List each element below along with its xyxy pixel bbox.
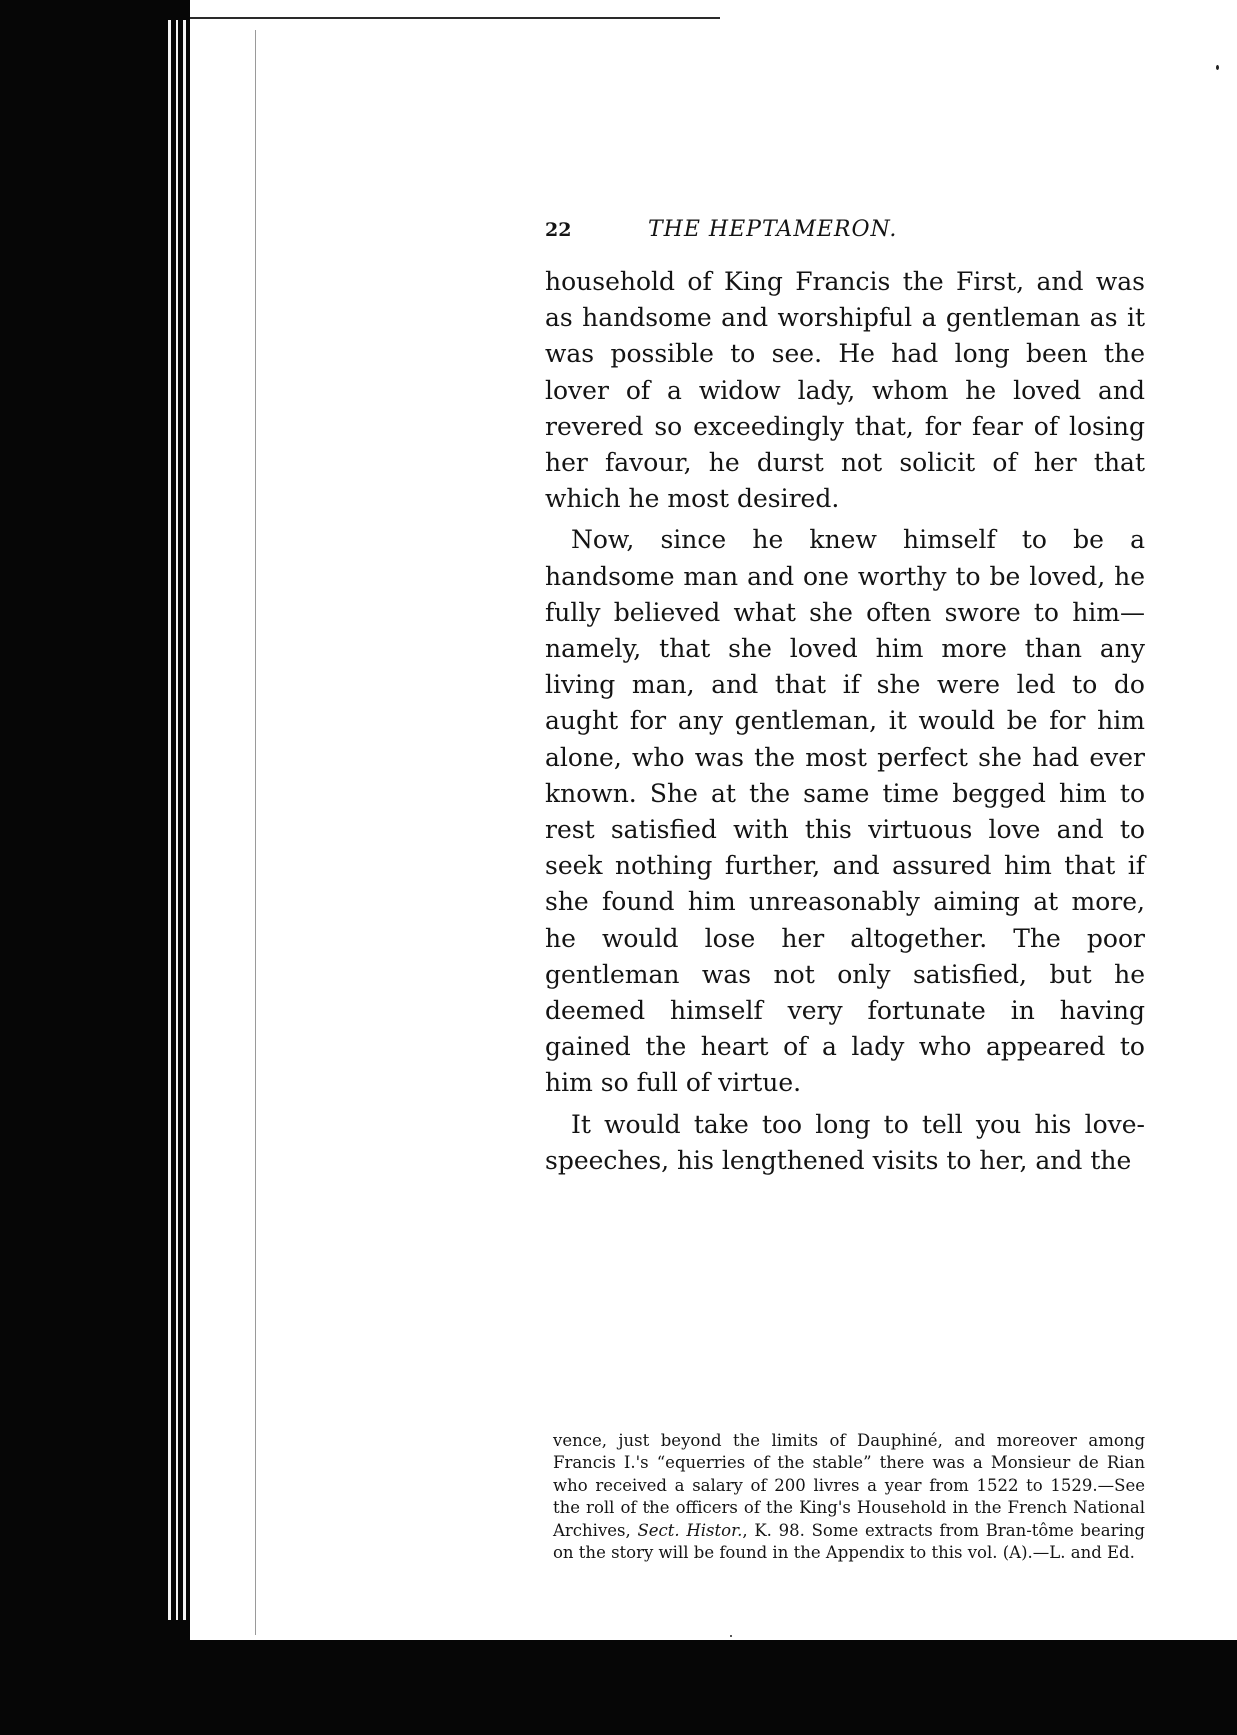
scan-bottom-shadow [190, 1640, 1237, 1735]
footnote-text: vence, just beyond the limits of Dauphiné, and moreover among Francis I.'s “equerries of the stable” there was a Monsieur de Rian who received a salary of 200 livres a year from 1522 to 1529.—See the roll of the officers of the King's Household in the French National Archives, [553, 1431, 1145, 1540]
gutter-rule [255, 30, 256, 1635]
paragraph: Now, since he knew himself to be a handsome man and one worthy to be loved, he fully believed what she often swore to him—namely, that she loved him more than any living man, and that if she were led to do aught for any gentleman, it would be for him alone, who was the most perfect she had ever known. She at the same time begged him to rest satisfied with this virtuous love and to seek nothing further, and assured him that if she found him unreasonably aiming at more, he would lose her altogether. The poor gentleman was not only satisfied, but he deemed himself very fortunate in having gained the heart of a lady who appeared to him so full of virtue. [545, 525, 1145, 1098]
book-spine-shadow [0, 0, 190, 1735]
paragraph: It would take too long to tell you his love-speeches, his lengthened visits to her, and the [545, 1109, 1145, 1175]
scan-speck [1216, 65, 1219, 70]
page-edge-strip [183, 20, 186, 1620]
scan-speck [730, 1635, 732, 1637]
page-number: 22 [545, 219, 572, 241]
body-text [545, 264, 1145, 1179]
footnote [553, 1430, 1145, 1564]
page-edge-strip [176, 20, 178, 1620]
paragraph: household of King Francis the First, and was as handsome and worshipful a gentleman as it was possible to see. He had long been the lover of a widow lady, whom he loved and revered so exceedingly that, for fear of losing her favour, he durst not solicit of her that which he most desired. [545, 267, 1145, 514]
running-head [545, 217, 965, 249]
page-edge-strip [168, 20, 171, 1620]
book-title: THE HEPTAMERON. [648, 217, 898, 242]
footnote-text: , K. 98. Some extracts from Bran-tôme bearing on the story will be found in the Appendix to this vol. (A).—L. and Ed. [553, 1520, 1145, 1563]
footnote-reference: Sect. Histor. [637, 1520, 743, 1540]
scan-top-rule [190, 17, 720, 19]
